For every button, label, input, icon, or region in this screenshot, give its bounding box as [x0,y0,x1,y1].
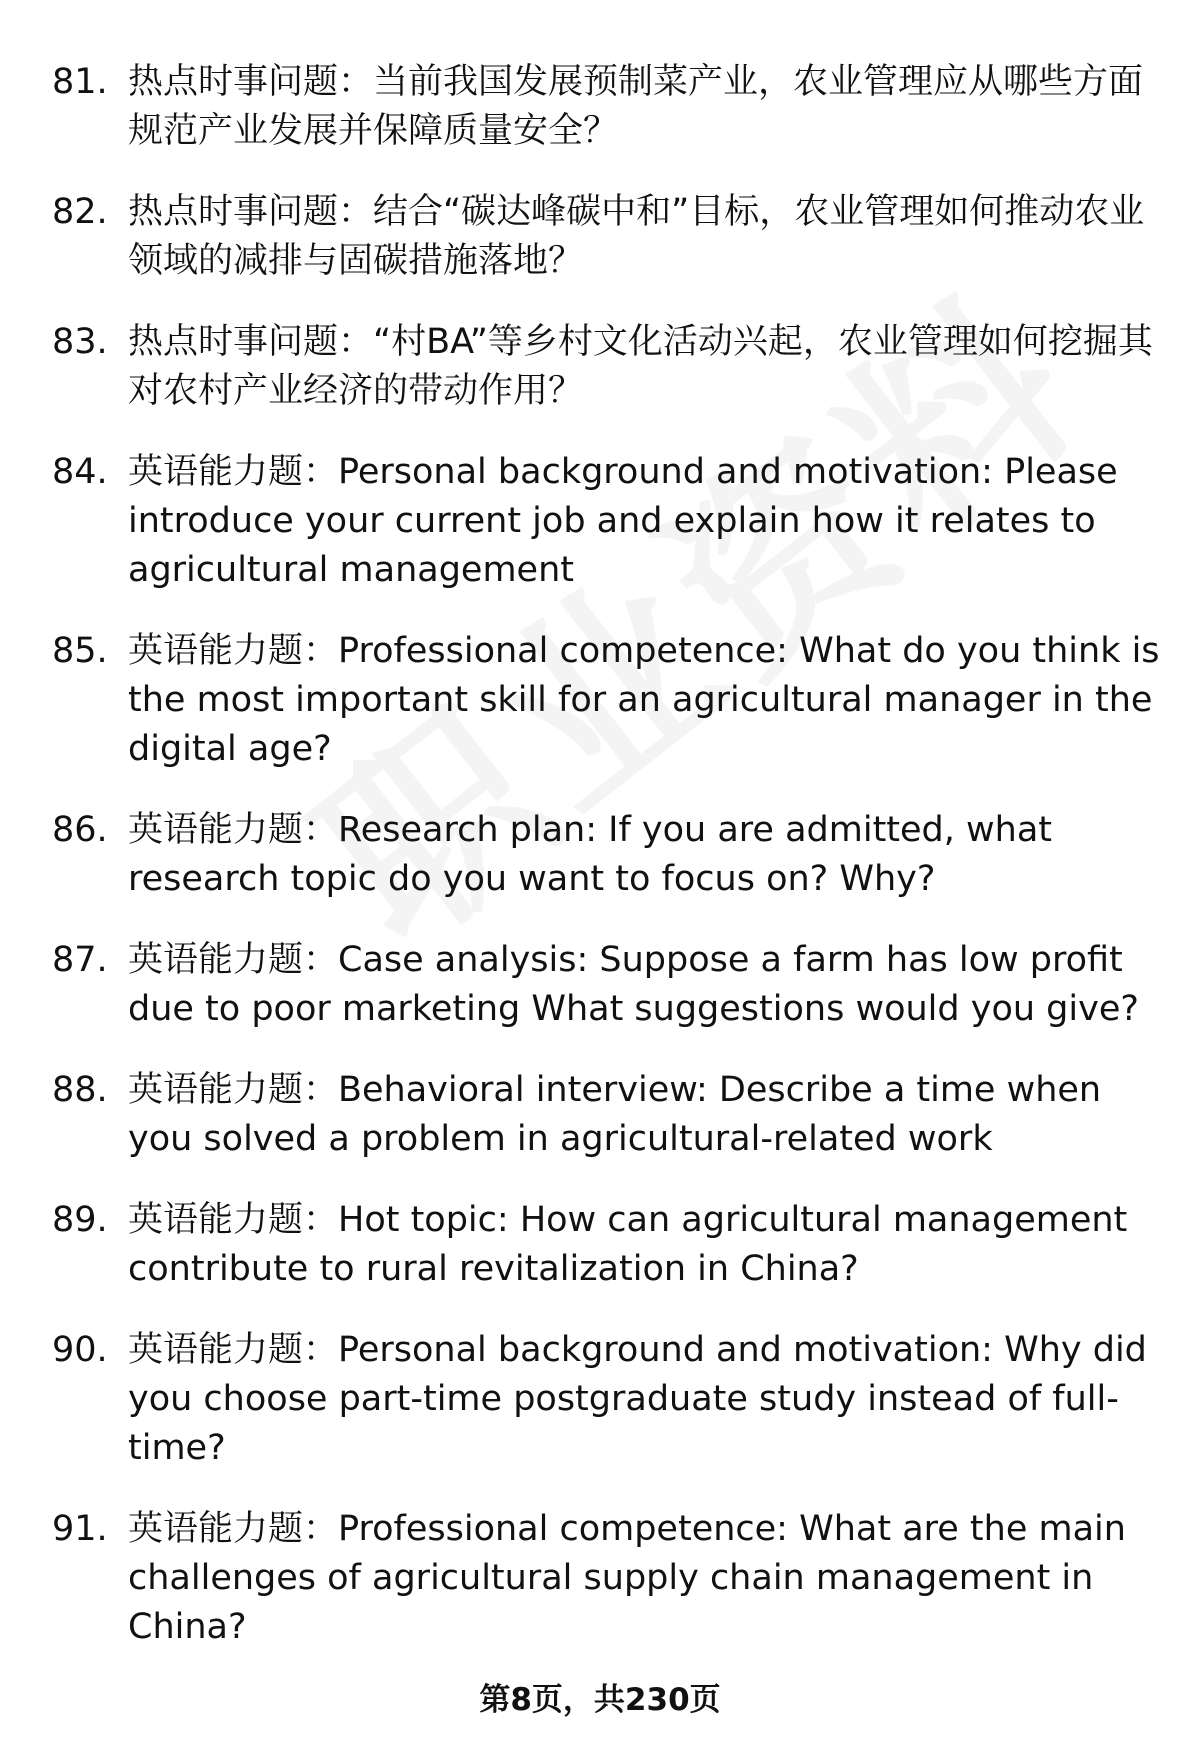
question-item [52,936,1162,1034]
question-number: 87. [52,940,108,980]
question-number: 89. [52,1200,108,1240]
question-number: 83. [52,322,108,362]
question-item [52,448,1162,595]
question-text: 英语能力题：Research plan: If you are admitted, what research topic do you want to focus on? Why? [128,810,1052,899]
question-item [52,58,1162,156]
question-number: 86. [52,810,108,850]
question-text: 英语能力题：Behavioral interview: Describe a time when you solved a problem in agricultural-related work [128,1070,1102,1159]
question-text: 英语能力题：Hot topic: How can agricultural management contribute to rural revitalization in China? [128,1200,1128,1289]
question-item [52,627,1162,774]
page-footer: 第8页，共230页 [479,1682,721,1718]
question-text: 英语能力题：Case analysis: Suppose a farm has low profit due to poor marketing What suggestions would you give? [128,940,1139,1029]
question-number: 82. [52,192,108,232]
question-list [52,58,1162,1684]
question-item [52,806,1162,904]
question-number: 91. [52,1509,108,1549]
question-item [52,188,1162,286]
question-text: 热点时事问题：“村BA”等乡村文化活动兴起，农业管理如何挖掘其对农村产业经济的带动作用？ [128,322,1153,411]
question-item [52,318,1162,416]
question-text: 英语能力题：Professional competence: What are the main challenges of agricultural supply chain management in China? [128,1509,1126,1647]
question-number: 88. [52,1070,108,1110]
question-number: 90. [52,1330,108,1370]
question-number: 85. [52,631,108,671]
question-item [52,1326,1162,1473]
question-text: 英语能力题：Personal background and motivation: Why did you choose part-time postgraduate study instead of full-time? [128,1330,1147,1468]
question-item [52,1196,1162,1294]
question-item [52,1505,1162,1652]
question-text: 热点时事问题：当前我国发展预制菜产业，农业管理应从哪些方面规范产业发展并保障质量安全？ [128,62,1144,151]
question-number: 81. [52,62,108,102]
question-text: 英语能力题：Professional competence: What do you think is the most important skill for an agricultural manager in the digital age? [128,631,1160,769]
question-text: 英语能力题：Personal background and motivation: Please introduce your current job and explain how it relates to agricultural management [128,452,1118,590]
question-number: 84. [52,452,108,492]
question-text: 热点时事问题：结合“碳达峰碳中和”目标，农业管理如何推动农业领域的减排与固碳措施落地？ [128,192,1145,281]
question-item [52,1066,1162,1164]
